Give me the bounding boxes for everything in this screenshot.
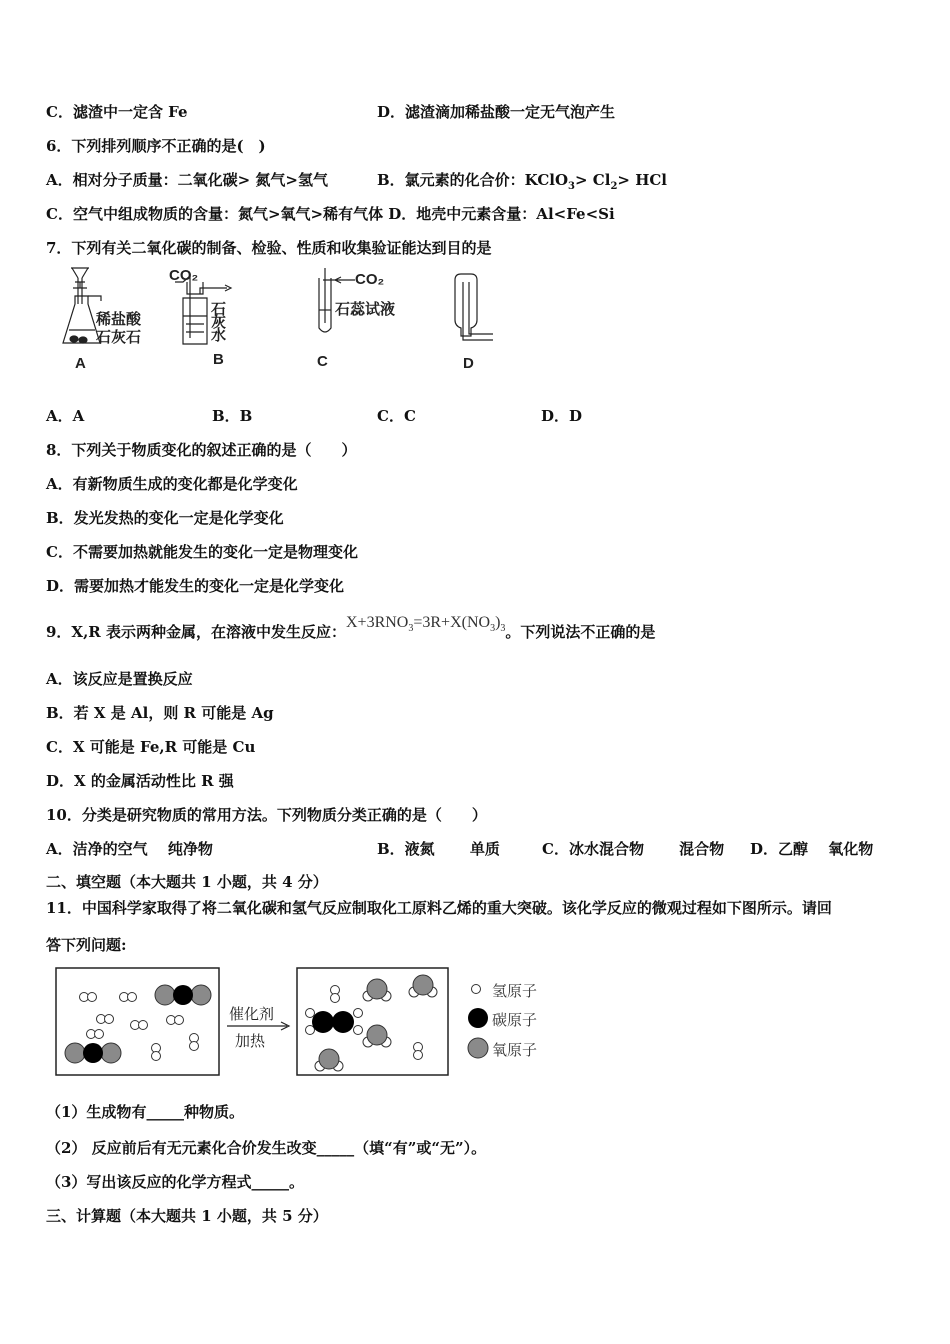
q9-option-a: A．该反应是置换反应 [46, 670, 193, 688]
q10-option-b: B．液氮 单质 [377, 840, 500, 858]
label-d: D [463, 355, 474, 372]
label-b-2: 灰 [211, 314, 227, 331]
q8-option-b: B．发光发热的变化一定是化学变化 [46, 509, 284, 527]
q11-sub-1: （1）生成物有_____种物质。 [46, 1103, 244, 1121]
q9-option-b: B．若 X 是 Al，则 R 可能是 Ag [46, 704, 274, 722]
q6-option-cd: C．空气中组成物质的含量：氮气>氧气>稀有气体 D．地壳中元素含量：Al<Fe<Si [46, 205, 615, 223]
apparatus-c-tube [319, 268, 355, 332]
q11-reaction-diagram [55, 967, 555, 1079]
label-a: A [75, 355, 86, 372]
q6-option-b: B．氯元素的化合价：KClO$_3$> $Cl_2>$ HCl [377, 171, 668, 192]
legend-oxygen: 氧原子 [492, 1042, 538, 1059]
label-b-1: 石 [211, 301, 227, 318]
q5-option-d: D．滤渣滴加稀盐酸一定无气泡产生 [377, 103, 616, 121]
ethylene-molecule [306, 1009, 363, 1035]
q7-stem: 7．下列有关二氧化碳的制备、检验、性质和收集验证能达到目的是 [46, 239, 492, 257]
catalyst-label: 催化剂 [229, 1006, 275, 1023]
label-limestone: 石灰石 [96, 329, 142, 346]
q9-stem: 9．X,R 表示两种金属，在溶液中发生反应：$X+3RNO_3=3R+X(NO_3)_3$。下列说法不正确的是 [46, 614, 656, 641]
legend-hydrogen: 氢原子 [492, 983, 538, 1000]
q8-option-d: D．需要加热才能发生的变化一定是化学变化 [46, 577, 345, 595]
label-c-co2: CO₂ [355, 271, 385, 288]
q7-option-b: B．B [212, 407, 253, 425]
q11-sub-3: （3）写出该反应的化学方程式_____。 [46, 1173, 304, 1191]
label-b-co2: CO₂ [169, 267, 199, 284]
q8-option-c: C．不需要加热就能发生的变化一定是物理变化 [46, 543, 358, 561]
heat-label: 加热 [235, 1033, 266, 1050]
apparatus-d-bottle [455, 274, 493, 340]
label-b-3: 水 [211, 327, 227, 344]
section-3-heading: 三、计算题（本大题共 1 小题，共 5 分） [46, 1207, 328, 1225]
q10-option-d: D．乙醇 氧化物 [750, 840, 874, 858]
label-b: B [213, 351, 224, 368]
q8-stem: 8．下列关于物质变化的叙述正确的是（ ） [46, 441, 357, 459]
q9-option-c: C．X 可能是 Fe,R 可能是 Cu [46, 738, 256, 756]
q9-equation: $X+3RNO_3=3R+X(NO_3)_3$ [346, 614, 506, 635]
label-dilute-hcl: 稀盐酸 [96, 311, 142, 328]
q11-sub-2: （2） 反应前后有无元素化合价发生改变_____（填“有”或“无”）。 [46, 1139, 487, 1157]
q7-option-d: D．D [541, 407, 583, 425]
section-2-heading: 二、填空题（本大题共 1 小题，共 4 分） [46, 873, 328, 891]
q11-stem-line-2: 答下列问题: [46, 936, 127, 954]
legend-carbon: 碳原子 [492, 1012, 538, 1029]
q10-option-c: C．冰水混合物 混合物 [542, 840, 725, 858]
q7-option-a: A．A [46, 407, 85, 425]
q5-option-c: C．滤渣中一定含 Fe [46, 103, 188, 121]
q7-apparatus-figure [55, 268, 515, 378]
q6-stem: 6．下列排列顺序不正确的是( ) [46, 137, 266, 155]
q6-option-a: A．相对分子质量：二氧化碳> 氮气>氢气 [46, 171, 328, 189]
atom-legend [468, 983, 537, 1059]
q11-stem-line-1: 11．中国科学家取得了将二氧化碳和氢气反应制取化工原料乙烯的重大突破。该化学反应的微观过程如下图所示。请回 [46, 899, 832, 917]
label-c: C [317, 353, 328, 370]
q9-option-d: D．X 的金属活动性比 R 强 [46, 772, 234, 790]
label-litmus: 石蕊试液 [335, 301, 396, 318]
q10-stem: 10．分类是研究物质的常用方法。下列物质分类正确的是（ ） [46, 806, 487, 824]
q7-option-c: C．C [377, 407, 416, 425]
q10-option-a: A．洁净的空气 纯净物 [46, 840, 213, 858]
q8-option-a: A．有新物质生成的变化都是化学变化 [46, 475, 298, 493]
